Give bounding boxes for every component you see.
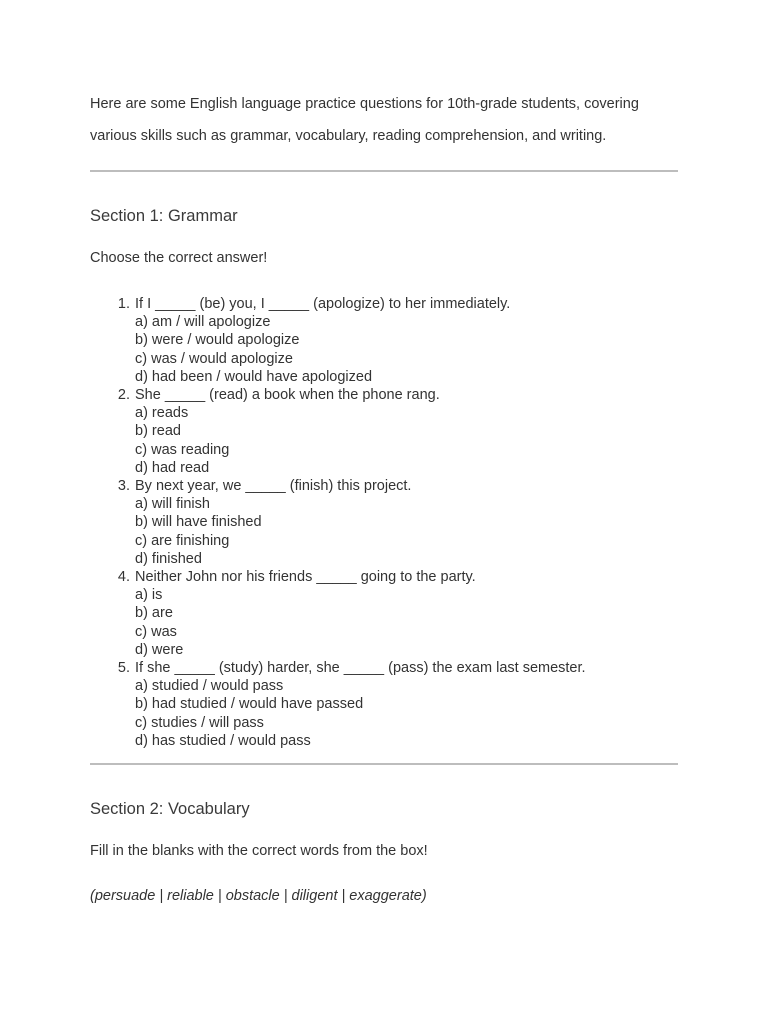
answer-option: d) were [135,641,184,658]
answer-option: a) am / will apologize [135,314,271,331]
question-text: If she _____ (study) harder, she _____ (pass) the exam last semester. [135,660,586,677]
question-number: 5. [117,660,130,677]
answer-option: b) had studied / would have passed [135,696,364,713]
section-1-instruction: Choose the correct answer! [90,250,268,266]
question-number: 4. [117,569,130,586]
answer-option: d) had been / would have apologized [135,368,373,385]
answer-options [135,313,678,386]
answer-option: b) will have finished [135,514,262,531]
answer-options [135,677,678,750]
answer-option: c) are finishing [135,532,230,549]
question-text: If I _____ (be) you, I _____ (apologize) to her immediately. [135,296,511,312]
section-2-title: Section 2: Vocabulary [90,800,250,818]
vocabulary-word-box: (persuade | reliable | obstacle | diligent | exaggerate) [90,888,427,904]
answer-option: d) has studied / would pass [135,732,311,749]
answer-options [135,404,678,477]
answer-option: a) is [135,587,163,604]
intro-line-1: Here are some English language practice questions for 10th-grade students, covering [90,96,639,112]
question-item [90,659,678,750]
grammar-question-list [90,295,678,750]
question-number: 2. [117,387,130,404]
question-number: 1. [117,296,130,312]
question-text: Neither John nor his friends _____ going to the party. [135,569,476,586]
question-item [90,568,678,659]
answer-option: a) will finish [135,496,210,513]
divider [90,763,678,765]
section-2-instruction: Fill in the blanks with the correct words from the box! [90,843,428,859]
question-item [90,477,678,568]
intro-paragraph [90,88,678,152]
answer-option: a) studied / would pass [135,678,284,695]
answer-option: d) finished [135,550,202,567]
answer-options [135,495,678,568]
answer-option: a) reads [135,405,189,422]
answer-option: c) was / would apologize [135,350,293,367]
answer-options [135,586,678,659]
answer-option: b) read [135,423,181,440]
question-item [90,295,678,386]
question-number: 3. [117,478,130,495]
intro-line-2: various skills such as grammar, vocabulary, reading comprehension, and writing. [90,128,607,144]
question-text: By next year, we _____ (finish) this project. [135,478,412,495]
question-item [90,386,678,477]
divider [90,170,678,172]
answer-option: c) was reading [135,441,230,458]
question-text: She _____ (read) a book when the phone rang. [135,387,440,404]
answer-option: c) studies / will pass [135,714,264,731]
answer-option: c) was [135,623,177,640]
answer-option: b) are [135,605,173,622]
answer-option: b) were / would apologize [135,332,300,349]
answer-option: d) had read [135,459,210,476]
section-1-title: Section 1: Grammar [90,207,238,225]
